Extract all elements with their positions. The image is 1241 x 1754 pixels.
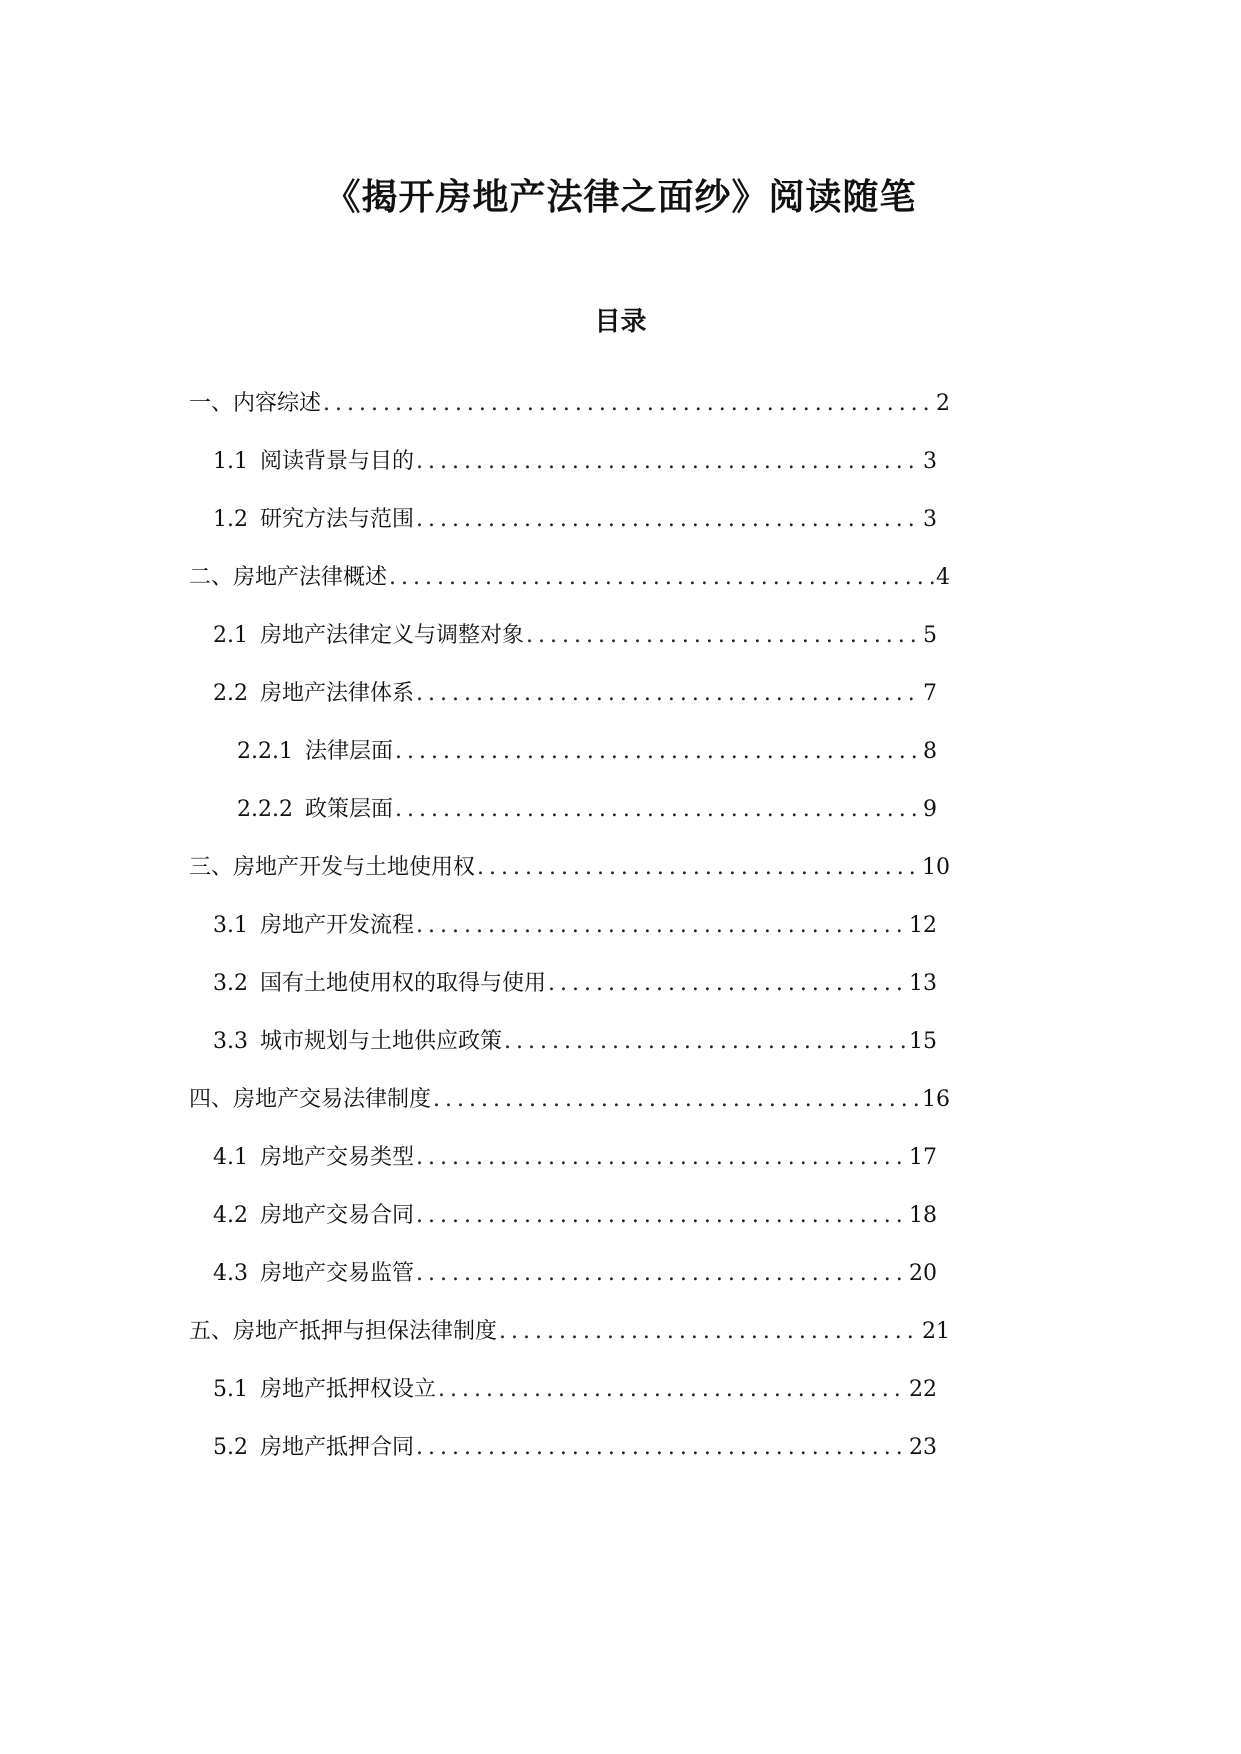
toc-page-number: 5: [923, 623, 937, 648]
toc-entry-label: 房地产开发流程: [260, 913, 415, 938]
toc-dot-leader: [438, 1375, 907, 1405]
toc-page-number: 7: [923, 681, 937, 706]
toc-entry-label: 四、房地产交易法律制度: [189, 1087, 432, 1112]
toc-entry-label: 房地产交易合同: [260, 1203, 415, 1228]
toc-entry-label: 阅读背景与目的: [260, 449, 415, 474]
toc-entry-label: 五、房地产抵押与担保法律制度: [189, 1319, 498, 1344]
toc-dot-leader: [323, 389, 934, 419]
toc-entry-number: 5.1: [213, 1377, 248, 1402]
toc-entry-number: 4.2: [213, 1203, 248, 1228]
document-title: 《揭开房地产法律之面纱》阅读随笔: [324, 176, 917, 219]
toc-page-number: 15: [909, 1029, 937, 1054]
toc-page-number: 21: [922, 1319, 950, 1344]
toc-dot-leader: [526, 621, 921, 651]
toc-page-number: 12: [909, 913, 937, 938]
toc-page-number: 17: [909, 1145, 937, 1170]
toc-entry[interactable]: [189, 1081, 950, 1115]
toc-heading: 目录: [594, 306, 647, 337]
toc-page-number: 16: [922, 1087, 950, 1112]
toc-entry-label: 房地产交易类型: [260, 1145, 415, 1170]
toc-page-number: 10: [922, 855, 950, 880]
toc-dot-leader: [416, 447, 921, 477]
toc-entry[interactable]: [213, 965, 937, 999]
toc-page-number: 23: [909, 1435, 937, 1460]
toc-dot-leader: [548, 969, 907, 999]
toc-entry[interactable]: [213, 443, 937, 477]
toc-entry[interactable]: [213, 1429, 937, 1463]
toc-page-number: 18: [909, 1203, 937, 1228]
toc-dot-leader: [416, 679, 921, 709]
toc-entry[interactable]: [213, 1255, 937, 1289]
toc-dot-leader: [416, 1433, 907, 1463]
toc-entry-number: 2.2.1: [237, 739, 293, 764]
toc-entry-label: 房地产交易监管: [260, 1261, 415, 1286]
toc-entry-label: 一、内容综述: [189, 391, 322, 416]
toc-entry[interactable]: [189, 559, 950, 593]
toc-entry-label: 房地产法律体系: [260, 681, 415, 706]
toc-entry-label: 三、房地产开发与土地使用权: [189, 855, 476, 880]
toc-dot-leader: [504, 1027, 907, 1057]
toc-entry-number: 3.3: [213, 1029, 248, 1054]
toc-dot-leader: [395, 795, 921, 825]
toc-entry-number: 4.1: [213, 1145, 248, 1170]
toc-entry-number: 3.1: [213, 913, 248, 938]
toc-page-number: 4: [936, 565, 950, 590]
toc-entry-number: 5.2: [213, 1435, 248, 1460]
toc-entry-number: 2.2: [213, 681, 248, 706]
toc-entry[interactable]: [213, 1197, 937, 1231]
toc-entry[interactable]: [213, 1139, 937, 1173]
toc-page-number: 3: [923, 507, 937, 532]
toc-dot-leader: [395, 737, 921, 767]
toc-entry-label: 法律层面: [304, 739, 393, 764]
toc-entry[interactable]: [189, 1313, 950, 1347]
toc-entry-number: 2.2.2: [237, 797, 293, 822]
toc-entry[interactable]: [237, 791, 937, 825]
toc-entry[interactable]: [213, 1371, 937, 1405]
toc-dot-leader: [433, 1085, 920, 1115]
toc-dot-leader: [416, 1201, 907, 1231]
toc-entry-number: 3.2: [213, 971, 248, 996]
toc-entry-number: 2.1: [213, 623, 248, 648]
toc-entry[interactable]: [213, 907, 937, 941]
toc-entry[interactable]: [189, 385, 950, 419]
toc-entry-label: 房地产抵押合同: [260, 1435, 415, 1460]
toc-entry[interactable]: [213, 617, 937, 651]
toc-entry-number: 4.3: [213, 1261, 248, 1286]
toc-entry[interactable]: [213, 501, 937, 535]
toc-page-number: 13: [909, 971, 937, 996]
toc-dot-leader: [389, 563, 934, 593]
toc-entry-label: 二、房地产法律概述: [189, 565, 388, 590]
toc-entry-number: 1.2: [213, 507, 248, 532]
toc-dot-leader: [416, 505, 921, 535]
toc-page-number: 20: [909, 1261, 937, 1286]
toc-dot-leader: [416, 1143, 907, 1173]
toc-page-number: 22: [909, 1377, 937, 1402]
toc-entry-label: 城市规划与土地供应政策: [260, 1029, 503, 1054]
toc-entry-label: 政策层面: [304, 797, 393, 822]
toc-dot-leader: [477, 853, 920, 883]
toc-entry-label: 房地产法律定义与调整对象: [260, 623, 525, 648]
toc-entry-number: 1.1: [213, 449, 248, 474]
toc-page-number: 2: [936, 391, 950, 416]
toc-entry[interactable]: [189, 849, 950, 883]
toc-page-number: 3: [923, 449, 937, 474]
toc-entry-label: 房地产抵押权设立: [260, 1377, 437, 1402]
toc-page-number: 8: [923, 739, 937, 764]
toc-entry[interactable]: [237, 733, 937, 767]
toc-dot-leader: [416, 1259, 907, 1289]
toc-entry[interactable]: [213, 675, 937, 709]
toc-page-number: 9: [923, 797, 937, 822]
toc-entry-label: 研究方法与范围: [260, 507, 415, 532]
toc-entry-label: 国有土地使用权的取得与使用: [260, 971, 547, 996]
toc-dot-leader: [416, 911, 907, 941]
toc-dot-leader: [499, 1317, 920, 1347]
toc-entry[interactable]: [213, 1023, 937, 1057]
